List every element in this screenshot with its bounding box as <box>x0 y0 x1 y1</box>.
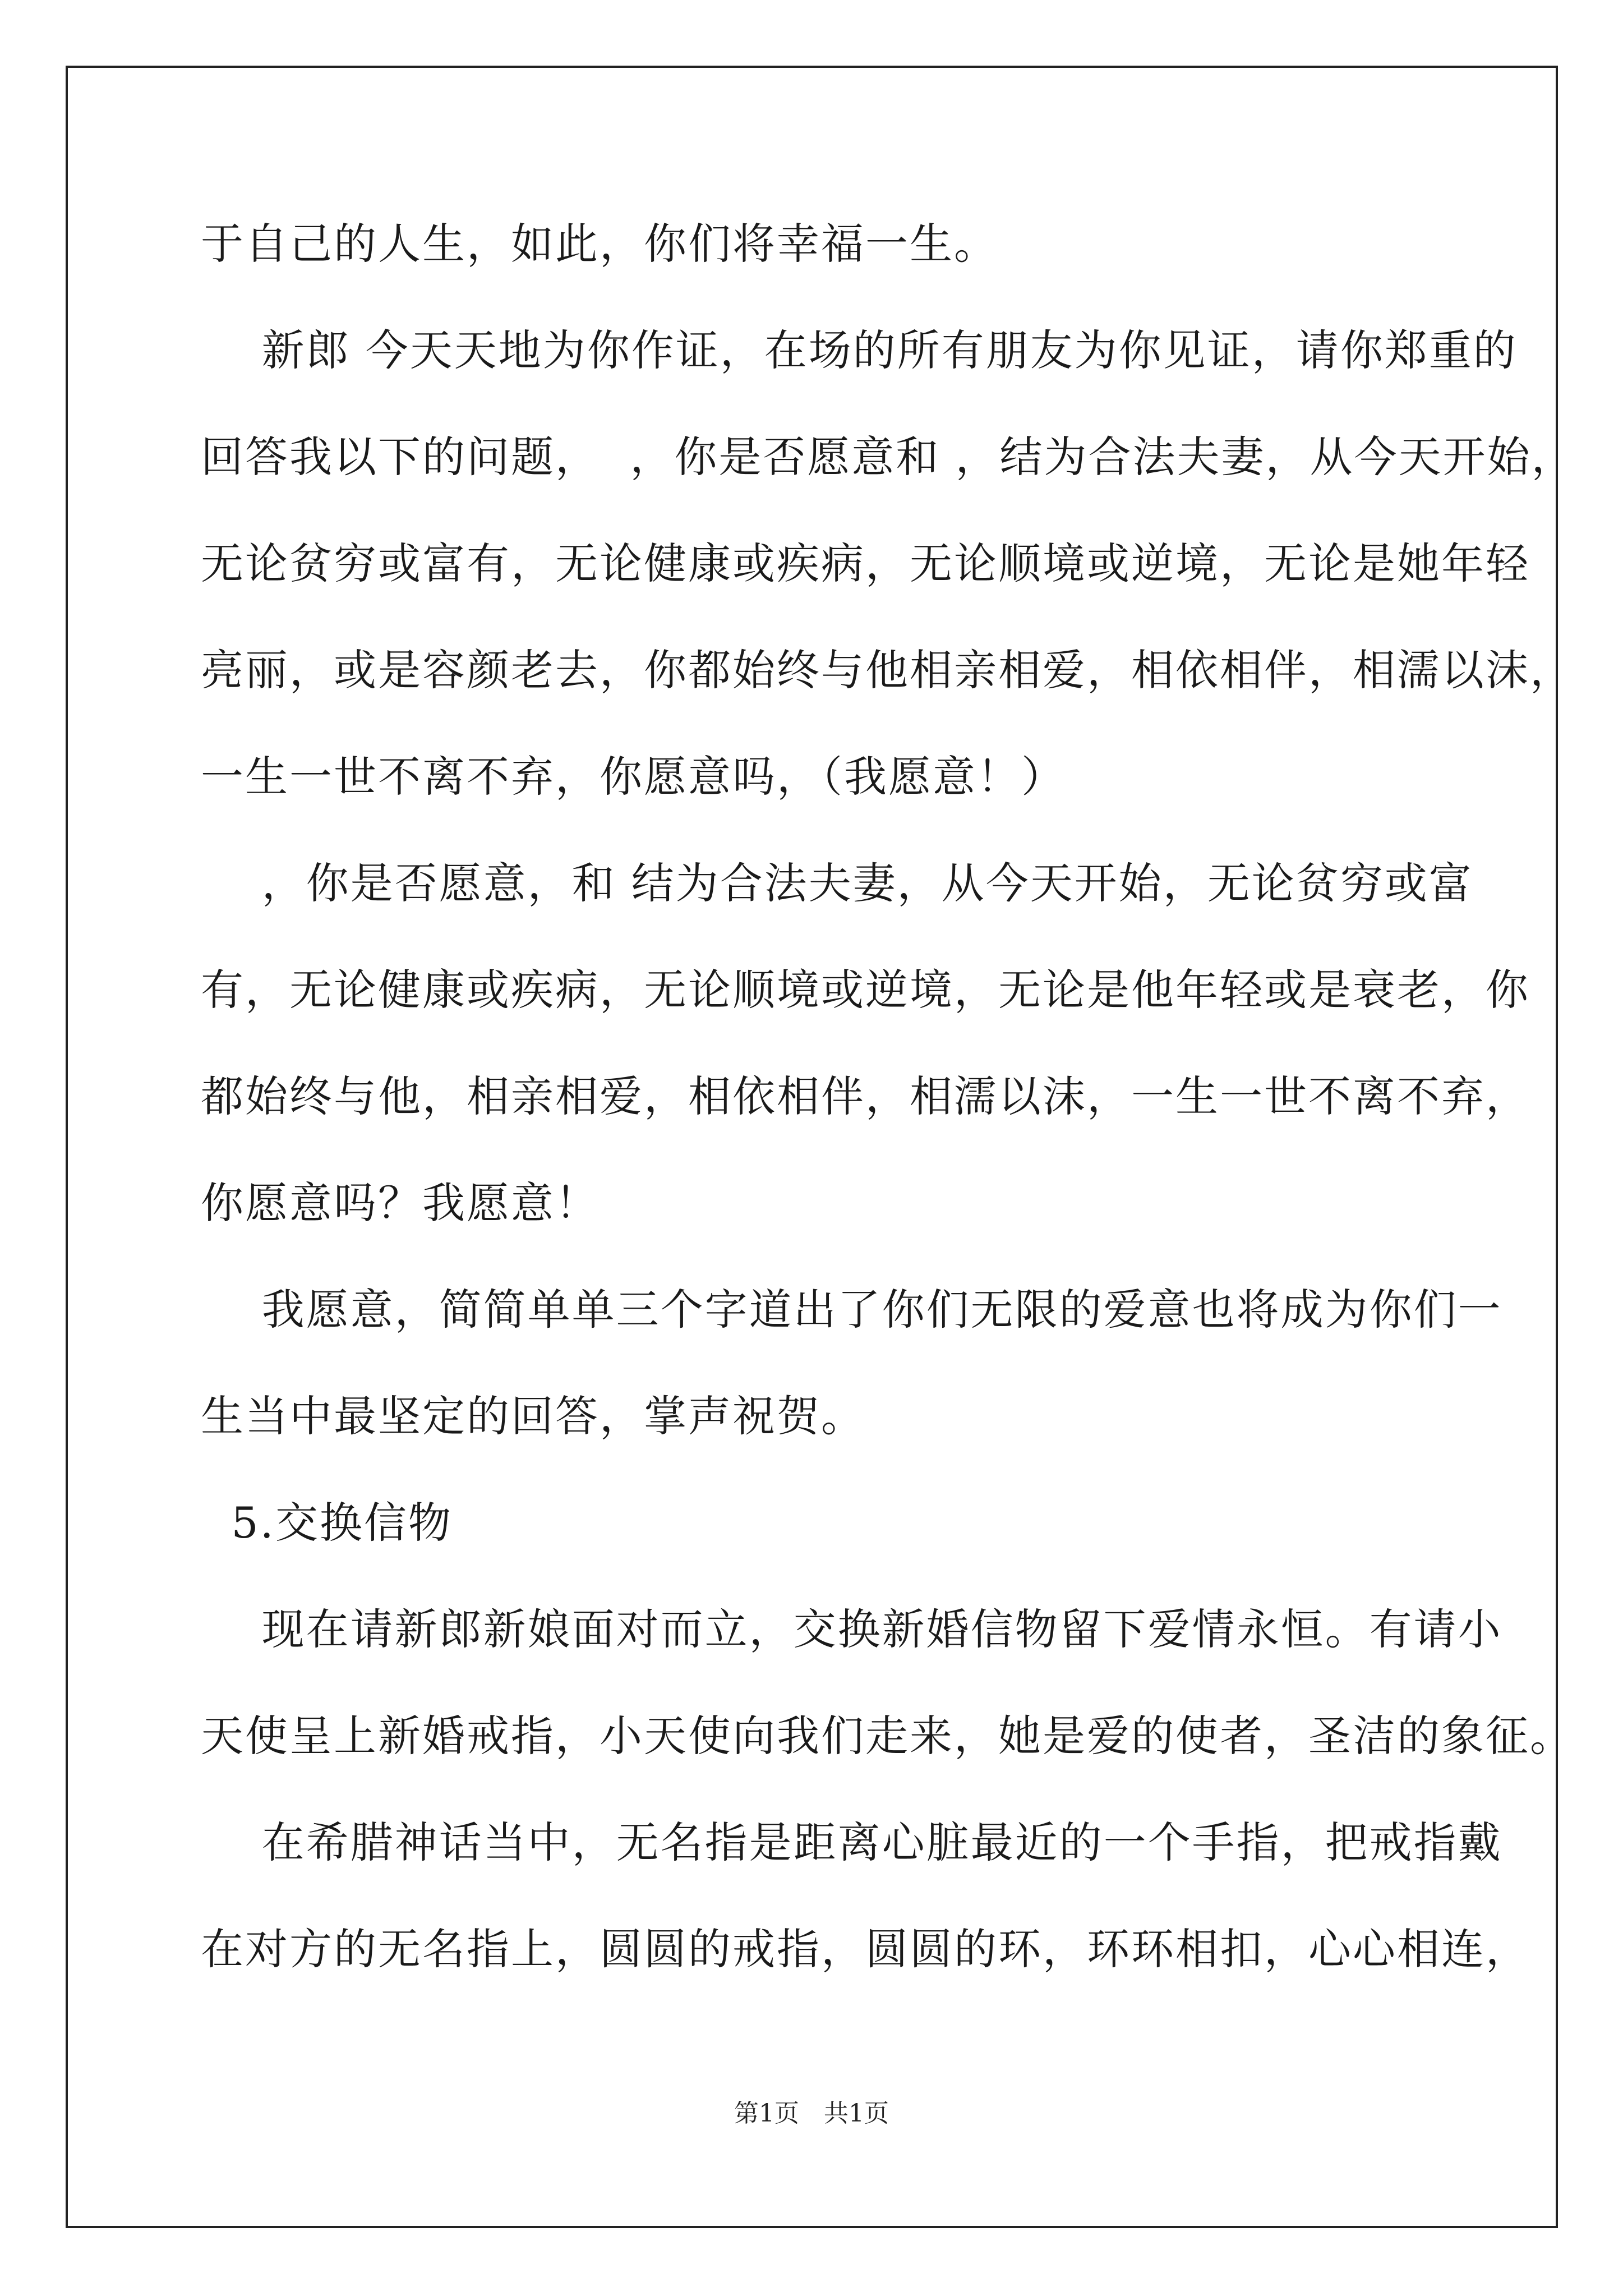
text-line: 在对方的无名指上，圆圆的戒指，圆圆的环，环环相扣，心心相连， <box>201 1924 1530 1974</box>
text-line: 在希腊神话当中，无名指是距离心脏最近的一个手指，把戒指戴 <box>201 1818 1502 1867</box>
text-line: ，你是否愿意，和 结为合法夫妻，从今天开始，无论贫穷或富 <box>201 858 1473 908</box>
text-line: 天使呈上新婚戒指，小天使向我们走来，她是爱的使者，圣洁的象征。 <box>201 1711 1574 1761</box>
text-line: 无论贫穷或富有，无论健康或疾病，无论顺境或逆境，无论是她年轻 <box>201 539 1530 588</box>
text-line: 亮丽，或是容颜老去，你都始终与他相亲相爱，相依相伴，相濡以沫， <box>201 645 1574 695</box>
text-line: 回答我以下的问题， ，你是否愿意和 ，结为合法夫妻，从今天开始， <box>201 432 1576 482</box>
section-heading: 5.交换信物 <box>201 1498 453 1548</box>
text-line: 我愿意，简简单单三个字道出了你们无限的爱意也将成为你们一 <box>201 1285 1502 1335</box>
text-line: 都始终与他，相亲相爱，相依相伴，相濡以沫，一生一世不离不弃， <box>201 1071 1530 1121</box>
text-line: 生当中最坚定的回答，掌声祝贺。 <box>201 1391 865 1441</box>
page-border <box>66 66 1558 2228</box>
text-line: 一生一世不离不弃，你愿意吗，（我愿意！） <box>201 752 1066 802</box>
text-line: 有，无论健康或疾病，无论顺境或逆境，无论是他年轻或是衰老，你 <box>201 965 1530 1015</box>
text-line: 现在请新郎新娘面对而立，交换新婚信物留下爱情永恒。有请小 <box>201 1604 1502 1654</box>
text-line: 于自己的人生，如此，你们将幸福一生。 <box>201 219 998 269</box>
text-line: 新郎 今天天地为你作证，在场的所有朋友为你见证，请你郑重的 <box>201 325 1518 375</box>
page-number-footer: 第1页 共1页 <box>734 2099 889 2128</box>
text-line: 你愿意吗？我愿意！ <box>201 1178 600 1228</box>
